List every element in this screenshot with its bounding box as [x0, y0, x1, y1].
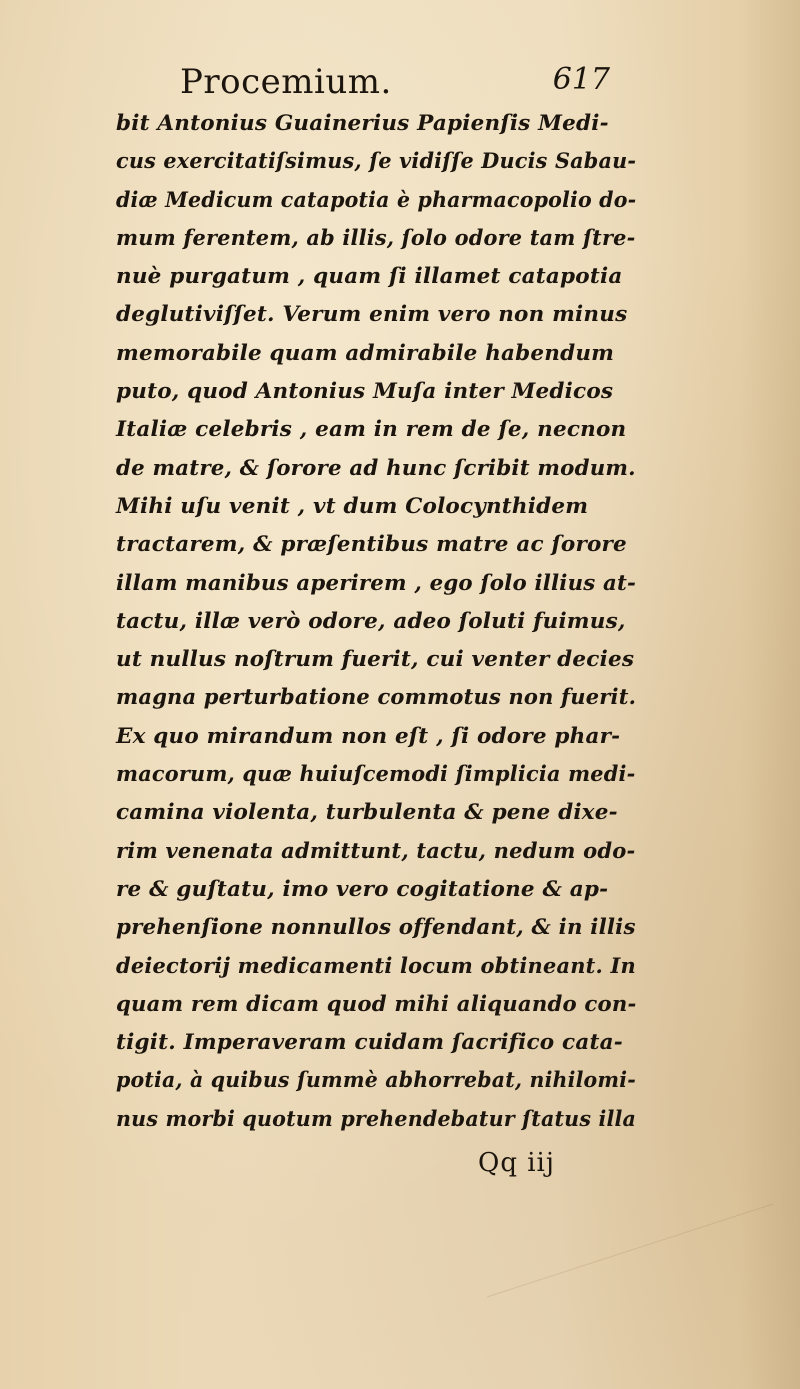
text-line: prehenſione nonnullos offendant, & in illis	[116, 915, 636, 941]
text-line: nus morbi quotum prehendebatur ſtatus illa	[116, 1106, 637, 1132]
signature-mark: Qq iij	[478, 1148, 555, 1178]
text-line: cus exercitatiſsimus, ſe vidiſſe Ducis Sabau-	[116, 149, 637, 175]
running-head: Procemium.	[180, 62, 392, 102]
text-line: deiectorij medicamenti locum obtineant. In	[116, 953, 636, 979]
page-header	[110, 62, 610, 110]
text-line: macorum, quæ huiuſcemodi ſimplicia medi-	[116, 762, 636, 788]
text-line: tactu, illæ verò odore, adeo ſoluti fuimus,	[116, 608, 626, 634]
text-line: deglutiviſſet. Verum enim vero non minus	[116, 302, 628, 328]
text-line: mum ferentem, ab illis, ſolo odore tam ſtre-	[116, 225, 636, 251]
text-line: tigit. Imperaveram cuidam ſacrifico cata-	[116, 1030, 623, 1056]
text-line: re & guſtatu, imo vero cogitatione & ap-	[116, 876, 609, 902]
text-line: magna perturbatione commotus non fuerit.	[116, 685, 637, 711]
text-line: ut nullus noſtrum fuerit, cui venter decies	[116, 647, 635, 673]
text-line: puto, quod Antonius Muſa inter Medicos	[116, 379, 614, 405]
text-line: camina violenta, turbulenta & pene dixe-	[116, 800, 618, 826]
text-line: Mihi uſu venit , vt dum Colocynthidem	[116, 493, 589, 519]
text-line: nuè purgatum , quam ſi illamet catapotia	[116, 264, 623, 290]
page-number: 617	[552, 62, 610, 97]
text-line: tractarem, & præſentibus matre ac ſorore	[116, 532, 627, 558]
text-line: Italiæ celebris , eam in rem de ſe, necnon	[116, 417, 627, 443]
text-line: memorabile quam admirabile habendum	[116, 340, 615, 366]
text-line: bit Antonius Guainerius Papienſis Medi-	[116, 111, 609, 136]
text-line: illam manibus aperirem , ego ſolo illius at-	[116, 570, 637, 596]
text-line: quam rem dicam quod mihi aliquando con-	[116, 991, 637, 1017]
text-line: potia, à quibus ſummè abhorrebat, nihilomi-	[116, 1068, 636, 1094]
text-line: diæ Medicum catapotia è pharmacopolio do-	[116, 187, 637, 213]
text-line: de matre, & ſorore ad hunc ſcribit modum.	[116, 455, 636, 481]
paper-crease	[487, 1204, 773, 1298]
text-line: rim venenata admittunt, tactu, nedum odo-	[116, 838, 636, 864]
page-edge-shadow	[740, 0, 800, 1389]
text-line: Ex quo mirandum non eſt , ſi odore phar-	[116, 723, 621, 749]
body-text	[116, 105, 636, 1139]
